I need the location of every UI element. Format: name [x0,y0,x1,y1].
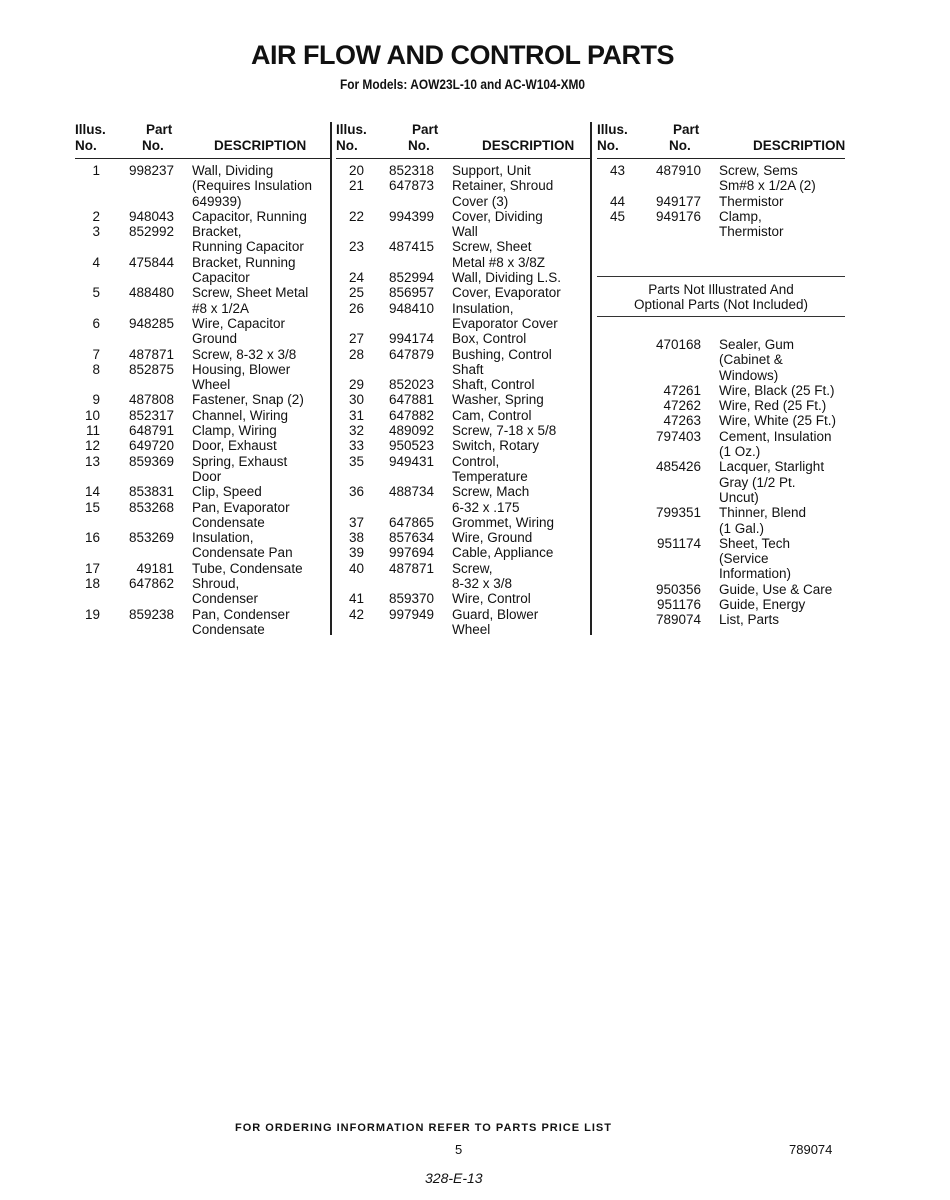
part-description: Guard, Blower Wheel [452,606,539,637]
part-number: 488734 [388,484,434,500]
part-description: Wall, Dividing (Requires Insulation 649939) [192,163,313,209]
illus-number [597,429,625,460]
part-row [597,612,845,627]
header-illus-no: No. [336,138,358,153]
part-number: 857634 [388,530,434,546]
part-description: Retainer, Shroud Cover (3) [452,178,554,209]
part-description: Fastener, Snap (2) [192,392,304,408]
part-description: Support, Unit [452,163,531,178]
illus-number: 10 [84,407,100,423]
part-number: 949176 [655,208,701,224]
ordering-note: FOR ORDERING INFORMATION REFER TO PARTS PRICE LIST [235,1122,612,1134]
illus-number: 44 [609,193,625,209]
part-row [75,423,331,438]
part-description: Sheet, Tech (Service Information) [719,535,792,582]
part-number: 994399 [388,208,434,224]
part-number: 489092 [388,423,434,439]
part-number: 49181 [136,560,174,576]
illus-number: 31 [348,407,364,423]
parts-column-3 [597,122,845,239]
part-row [336,408,590,423]
part-row [597,582,845,597]
part-description: Shroud, Condenser [192,576,259,607]
illus-number: 40 [348,560,364,576]
part-number: 859369 [128,453,174,469]
illus-number: 5 [92,285,100,301]
part-row [597,383,845,398]
models-subtitle: For Models: AOW23L-10 and AC-W104-XM0 [339,76,586,92]
illus-number: 22 [348,208,364,224]
document-number: 789074 [789,1142,833,1157]
illus-number: 25 [348,285,364,301]
illus-number: 21 [348,178,364,194]
illus-number: 12 [84,438,100,454]
part-row [597,413,845,428]
page-number: 5 [455,1142,463,1157]
part-description: Cement, Insulation (1 Oz.) [719,428,832,460]
part-row [336,239,590,270]
part-description: Clip, Speed [192,484,262,500]
part-row [75,362,331,393]
part-number: 948285 [128,315,174,331]
part-number: 852023 [388,377,434,393]
part-row [336,561,590,592]
part-description: Capacitor, Running [192,208,307,224]
column-header [336,122,590,159]
illus-number: 27 [348,331,364,347]
part-row [336,591,590,606]
part-number: 949431 [388,453,434,469]
illus-number: 6 [92,315,100,331]
part-row [597,337,845,383]
illus-number: 33 [348,438,364,454]
illus-number: 32 [348,423,364,439]
illus-number [597,536,625,582]
illus-number: 28 [348,346,364,362]
not-illustrated-list [597,333,845,628]
part-row [336,285,590,300]
part-number: 488480 [128,285,174,301]
part-number: 487910 [655,163,701,178]
part-description: Shaft, Control [452,377,535,393]
illus-number [597,413,625,428]
part-row [75,224,331,255]
part-description: Wire, Black (25 Ft.) [719,382,835,398]
part-number: 648791 [128,423,174,439]
part-row [336,331,590,346]
part-number: 856957 [388,285,434,301]
illus-number: 18 [84,576,100,592]
part-description: Bracket, Running Capacitor [192,254,296,286]
part-description: Pan, Condenser Condensate [192,606,290,637]
part-row [597,429,845,460]
part-number: 47261 [663,382,701,398]
illus-number: 37 [348,514,364,530]
part-number: 859238 [128,606,174,622]
part-number: 998237 [128,163,174,178]
part-row [336,301,590,332]
header-illus-no: No. [597,138,619,153]
part-row [336,545,590,560]
part-number: 997694 [388,545,434,561]
column-divider [590,122,592,635]
part-row [336,438,590,453]
illus-number: 17 [84,560,100,576]
part-row [75,530,331,561]
illus-number: 23 [348,239,364,255]
part-row [75,316,331,347]
header-part: Part [146,122,173,137]
parts-column-2 [336,122,590,637]
part-description: Screw, Mach 6-32 x .175 [452,484,530,515]
illus-number [597,337,625,383]
part-row [75,209,331,224]
part-description: Cover, Evaporator [452,285,561,301]
part-description: Screw, 8-32 x 3/8 [452,560,513,592]
part-number: 647865 [388,514,434,530]
column-header [597,122,845,159]
illus-number: 1 [92,163,100,178]
part-description: Clamp, Wiring [192,423,277,439]
illus-number: 9 [92,392,100,408]
header-illus: Illus. [75,122,106,137]
part-description: Door, Exhaust [192,438,277,454]
column-divider [330,122,332,635]
illus-number [597,597,625,612]
parts-column-1 [75,122,331,637]
part-number: 487871 [128,346,174,362]
part-number: 852317 [128,407,174,423]
part-description: Channel, Wiring [192,407,289,423]
part-row [597,459,845,505]
part-description: Sealer, Gum (Cabinet & Windows) [719,337,795,383]
part-number: 859370 [388,591,434,607]
part-row [75,163,331,209]
part-row [336,392,590,407]
illus-number: 11 [85,423,100,439]
header-part: Part [412,122,439,137]
illus-number [597,612,625,627]
illus-number: 45 [609,208,625,224]
part-row [597,597,845,612]
part-number: 789074 [655,612,701,628]
part-number: 485426 [655,459,701,475]
part-number: 487871 [388,560,434,576]
part-number: 852318 [388,163,434,178]
part-description: Guide, Energy [719,597,806,613]
part-description: Insulation, Condensate Pan [192,530,293,561]
part-row [75,438,331,453]
header-part-no: No. [142,138,164,153]
part-row [597,505,845,536]
part-description: Tube, Condensate [192,560,303,576]
part-description: Thermistor [719,193,784,209]
part-row [597,398,845,413]
part-description: Guide, Use & Care [719,581,833,597]
part-row [336,209,590,240]
illus-number: 26 [348,300,364,316]
part-description: Screw, 7-18 x 5/8 [452,423,557,439]
part-row [75,408,331,423]
part-row [336,347,590,378]
illus-number: 15 [84,499,100,515]
part-description: Screw, 8-32 x 3/8 [192,346,297,362]
part-number: 647862 [128,576,174,592]
part-row [336,607,590,638]
part-row [336,454,590,485]
part-description: Housing, Blower Wheel [192,361,291,393]
illus-number: 39 [348,545,364,561]
header-description: DESCRIPTION [482,138,575,153]
part-row [75,285,331,316]
illus-number: 24 [348,270,364,286]
illus-number: 35 [348,453,364,469]
part-number: 994174 [388,331,434,347]
part-description: Wall, Dividing L.S. [452,270,562,286]
part-description: Grommet, Wiring [452,514,555,530]
part-row [75,484,331,499]
illus-number: 13 [84,453,100,469]
part-description: Thinner, Blend (1 Gal.) [719,505,807,536]
part-number: 47262 [663,398,701,414]
illus-number: 3 [92,224,100,240]
column-header [75,122,331,159]
part-number: 852994 [388,270,434,286]
illus-number [597,398,625,413]
part-description: Control, Temperature [452,453,528,484]
part-number: 853831 [128,484,174,500]
part-description: Cam, Control [452,407,532,423]
part-row [336,377,590,392]
part-number: 948043 [128,208,174,224]
handwritten-code: 328-E-13 [425,1170,483,1186]
part-description: Pan, Evaporator Condensate [192,499,290,530]
part-number: 852875 [128,361,174,377]
part-number: 487415 [388,239,434,255]
illus-number [597,505,625,536]
illus-number: 14 [84,484,100,500]
part-row [336,484,590,515]
illus-number [597,383,625,398]
part-description: Switch, Rotary [452,438,540,454]
part-row [597,163,845,194]
part-row [336,515,590,530]
part-number: 997949 [388,606,434,622]
part-number: 649720 [128,438,174,454]
illus-number: 30 [348,392,364,408]
part-number: 950356 [655,581,701,597]
header-description: DESCRIPTION [753,138,846,153]
part-row [75,392,331,407]
header-illus-no: No. [75,138,97,153]
part-description: Screw, Sems Sm#8 x 1/2A (2) [719,163,816,194]
header-description: DESCRIPTION [214,138,307,153]
illus-number [597,582,625,597]
part-row [336,178,590,209]
part-row [75,454,331,485]
part-description: Lacquer, Starlight Gray (1/2 Pt. Uncut) [719,459,825,505]
illus-number: 20 [348,163,364,178]
part-number: 852992 [128,224,174,240]
part-description: Insulation, Evaporator Cover [452,300,558,331]
part-number: 950523 [388,438,434,454]
page-title: AIR FLOW AND CONTROL PARTS [251,40,674,70]
part-number: 487808 [128,392,174,408]
part-row [597,194,845,209]
part-description: Wire, Control [452,591,531,607]
illus-number: 43 [609,163,625,178]
illus-number: 7 [92,346,100,362]
part-row [336,270,590,285]
part-description: Screw, Sheet Metal #8 x 1/2A [192,285,309,316]
part-row [336,530,590,545]
part-description: Cover, Dividing Wall [452,208,543,240]
part-description: Bracket, Running Capacitor [192,224,304,255]
part-row [75,607,331,638]
illus-number [597,459,625,505]
part-description: Spring, Exhaust Door [192,453,288,484]
illus-number: 8 [92,361,100,377]
part-number: 647882 [388,407,434,423]
part-description: Clamp, Thermistor [719,208,784,240]
part-number: 647879 [388,346,434,362]
illus-number: 29 [348,377,364,393]
part-description: Washer, Spring [452,392,544,408]
not-illustrated-heading-text: Parts Not Illustrated And Optional Parts (Not Included) [633,282,809,313]
part-row [75,500,331,531]
part-description: List, Parts [719,612,780,628]
part-number: 951174 [656,535,701,551]
illus-number: 42 [348,606,364,622]
part-number: 647881 [388,392,434,408]
part-description: Wire, White (25 Ft.) [719,413,837,429]
part-row [75,576,331,607]
illus-number: 16 [84,530,100,546]
part-description: Box, Control [452,331,527,347]
illus-number: 2 [92,208,100,224]
not-illustrated-heading [597,276,845,317]
header-part-no: No. [669,138,691,153]
part-number: 853269 [128,530,174,546]
part-row [75,561,331,576]
illus-number: 19 [84,606,100,622]
illus-number: 36 [348,484,364,500]
part-number: 853268 [128,499,174,515]
part-number: 951176 [656,597,701,613]
part-number: 949177 [655,193,701,209]
part-description: Wire, Red (25 Ft.) [719,398,827,414]
part-description: Wire, Capacitor Ground [192,315,286,347]
illus-number: 41 [348,591,364,607]
part-number: 470168 [655,337,701,352]
illus-number: 38 [348,530,364,546]
part-description: Wire, Ground [452,530,533,546]
part-row [597,209,845,240]
part-row [597,536,845,582]
header-part: Part [673,122,700,137]
part-description: Bushing, Control Shaft [452,346,552,377]
part-row [75,347,331,362]
part-row [336,423,590,438]
part-number: 797403 [655,428,701,444]
header-illus: Illus. [597,122,628,137]
part-number: 799351 [655,505,701,521]
illus-number: 4 [92,254,100,270]
header-illus: Illus. [336,122,367,137]
part-number: 948410 [388,300,434,316]
part-number: 647873 [388,178,434,194]
part-description: Screw, Sheet Metal #8 x 3/8Z [452,239,546,270]
part-number: 47263 [663,413,701,429]
part-row [336,163,590,178]
part-description: Cable, Appliance [452,545,554,561]
part-number: 475844 [128,254,174,270]
part-row [75,255,331,286]
header-part-no: No. [408,138,430,153]
